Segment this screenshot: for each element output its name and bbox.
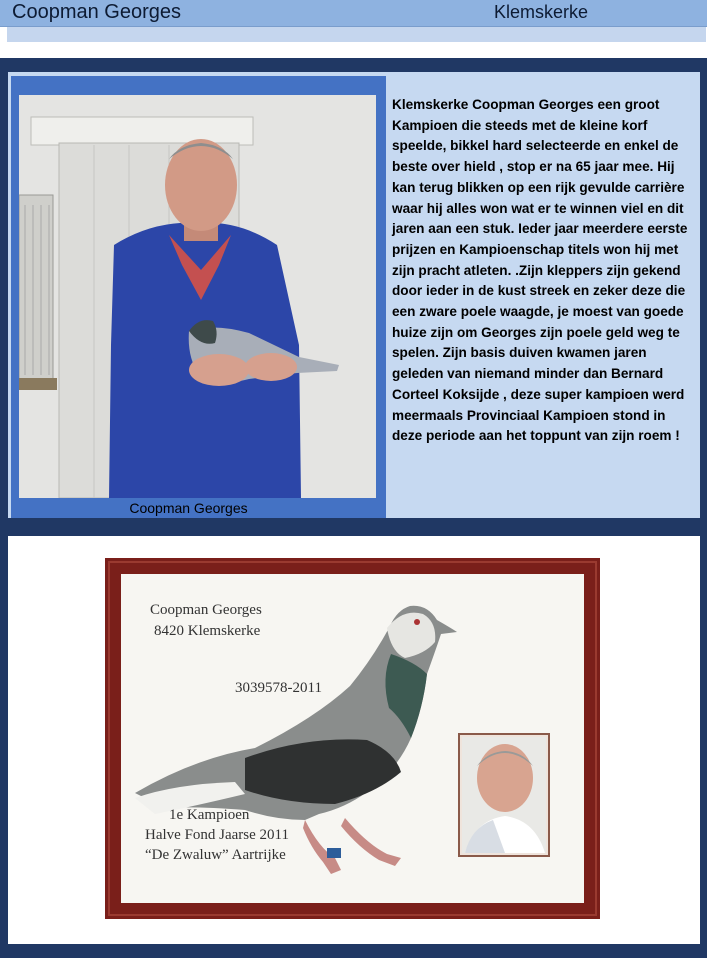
photo-caption: Coopman Georges xyxy=(129,500,248,516)
bio-section xyxy=(8,72,700,518)
certificate-race: Halve Fond Jaarse 2011 xyxy=(145,827,289,843)
certificate-ring-number: 3039578-2011 xyxy=(235,680,322,696)
certificate-owner: Coopman Georges xyxy=(150,602,262,618)
fancier-photo xyxy=(19,95,376,498)
certificate-club: “De Zwaluw” Aartrijke xyxy=(145,847,286,863)
header-underline xyxy=(7,27,706,42)
content-panel xyxy=(0,58,707,958)
certificate-address: 8420 Klemskerke xyxy=(154,623,261,639)
certificate-title: 1e Kampioen xyxy=(169,807,250,823)
header-town: Klemskerke xyxy=(494,2,589,22)
header-name: Coopman Georges xyxy=(12,1,181,23)
header-bar xyxy=(0,0,707,27)
certificate-section xyxy=(8,536,700,944)
fancier-photo-illustration xyxy=(19,95,376,498)
photo-frame xyxy=(11,76,386,518)
bio-text: Klemskerke Coopman Georges een groot Kampioen die steeds met de kleine korf speelde, bikkel hard selecteerde en enkel de beste over hield , stop er na 65 jaar mee. Hij kan terug blikken op een rijk gevulde carrière waar hij alles won wat er te winnen viel en dit jaren aan een stuk. Ieder jaar meerdere eerste prijzen en Kampioenschap titels won hij met zijn pracht atleten. .Zijn kleppers zijn gekend door ieder in de kust streek en zeker deze die een zware poele waagde, je moest van goede huize zijn om Georges zijn poele geld weg te spelen. Zijn basis duiven kwamen jaren geleden van niemand minder dan Bernard Corteel Koksijde , deze super kampioen werd meermaals Provinciaal Kampioen stond in deze periode aan het toppunt van zijn roem ! xyxy=(392,97,688,444)
certificate-frame xyxy=(105,558,600,919)
